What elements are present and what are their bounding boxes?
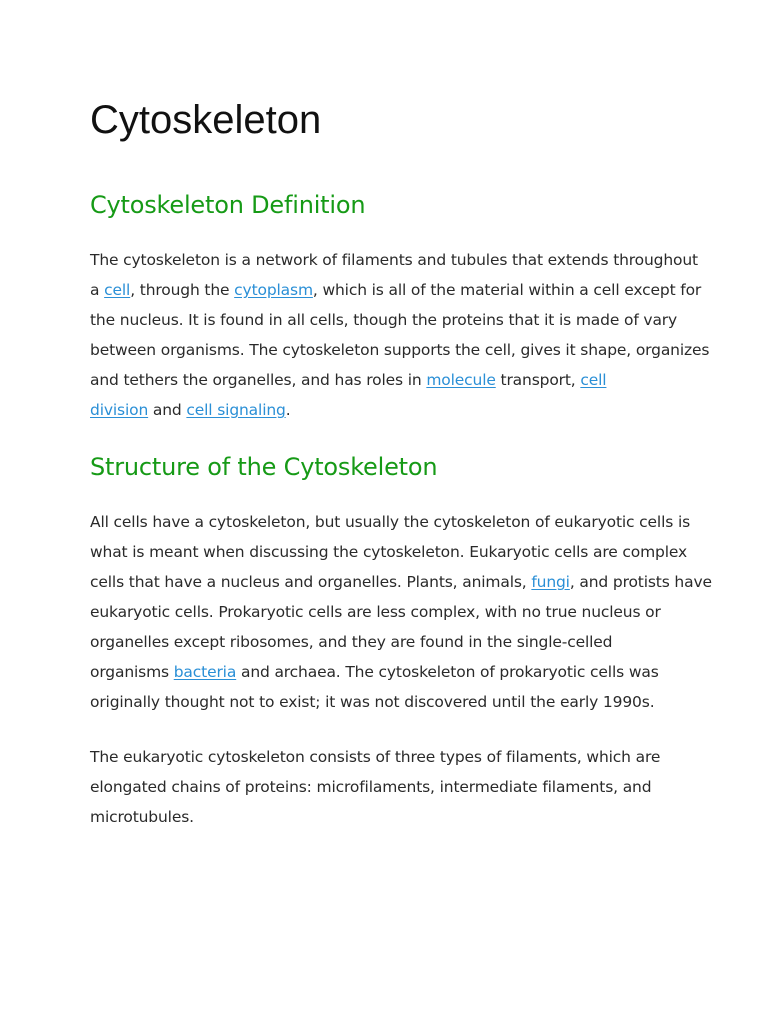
structure-paragraph-1 — [90, 507, 712, 717]
text-run: , and protists have — [569, 573, 712, 591]
definition-paragraph — [90, 245, 710, 425]
link-cell-division[interactable]: cell — [580, 371, 607, 389]
structure-paragraph-2 — [90, 742, 690, 832]
text-line: The cytoskeleton is a network of filaments and tubules that extends throughout — [90, 251, 698, 269]
link-fungi[interactable]: fungi — [531, 573, 570, 591]
text-run: and — [148, 401, 187, 419]
text-run: and archaea. The cytoskeleton of prokaryotic cells was — [236, 663, 659, 681]
link-cytoplasm[interactable]: cytoplasm — [234, 281, 313, 299]
page-title: Cytoskeleton — [90, 98, 322, 142]
text-line: eukaryotic cells. Prokaryotic cells are less complex, with no true nucleus or — [90, 603, 661, 621]
section-heading-definition: Cytoskeleton Definition — [90, 191, 366, 219]
text-run: organisms — [90, 663, 174, 681]
text-line — [90, 365, 690, 395]
text-run: a — [90, 281, 105, 299]
text-line: originally thought not to exist; it was not discovered until the early 1990s. — [90, 693, 655, 711]
text-line: between organisms. The cytoskeleton supports the cell, gives it shape, organizes — [90, 341, 710, 359]
text-line — [90, 395, 690, 425]
text-run: , through the — [130, 281, 235, 299]
text-run: . — [285, 401, 291, 419]
text-line: organelles except ribosomes, and they are found in the single-celled — [90, 633, 613, 651]
text-line: what is meant when discussing the cytoskeleton. Eukaryotic cells are complex — [90, 543, 688, 561]
text-line: The eukaryotic cytoskeleton consists of three types of filaments, which are — [90, 748, 661, 766]
link-molecule[interactable]: molecule — [426, 371, 496, 389]
link-cell-division[interactable]: division — [90, 401, 149, 419]
text-run: cells that have a nucleus and organelles. Plants, animals, — [90, 573, 532, 591]
text-line — [90, 567, 712, 597]
text-line: microtubules. — [90, 808, 194, 826]
text-line — [90, 275, 702, 305]
text-line — [90, 657, 690, 687]
text-line: All cells have a cytoskeleton, but usually the cytoskeleton of eukaryotic cells is — [90, 513, 691, 531]
text-run: , which is all of the material within a cell except for — [312, 281, 702, 299]
text-line: the nucleus. It is found in all cells, though the proteins that it is made of vary — [90, 311, 678, 329]
link-cell-signaling[interactable]: cell signaling — [186, 401, 286, 419]
text-run: and tethers the organelles, and has roles in — [90, 371, 427, 389]
link-cell[interactable]: cell — [104, 281, 131, 299]
link-bacteria[interactable]: bacteria — [173, 663, 237, 681]
text-run: transport, — [495, 371, 581, 389]
section-heading-structure: Structure of the Cytoskeleton — [90, 453, 438, 481]
text-line: elongated chains of proteins: microfilaments, intermediate filaments, and — [90, 778, 652, 796]
